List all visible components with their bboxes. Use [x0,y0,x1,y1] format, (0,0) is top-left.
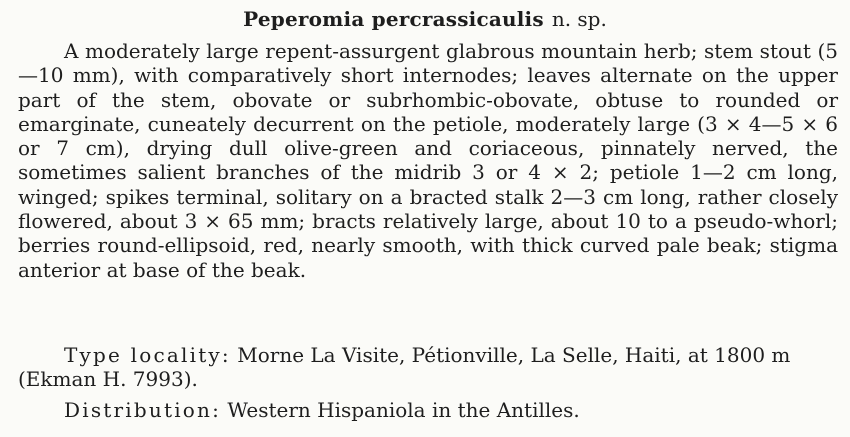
species-description: A moderately large repent-assurgent glabrous mountain herb; stem stout (5—10 mm), with comparatively short internodes; leaves alternate on the upper part of the stem, obovate or subrhombic-obovate, obtuse to rounded or emarginate, cuneately decurrent on the petiole, moderately large (3 × 4—5 × 6 or 7 cm), drying dull olive-green and coriaceous, pinnately nerved, the sometimes salient branches of the midrib 3 or 4 × 2; petiole 1—2 cm long, winged; spikes terminal, solitary on a bracted stalk 2—3 cm long, rather closely flowered, about 3 × 65 mm; bracts relatively large, about 10 to a pseudo-whorl; berries round-ellipsoid, red, nearly smooth, with thick curved pale beak; stigma anterior at base of the beak. [18,39,838,282]
new-species-marker: n. sp. [551,7,607,31]
distribution-label: Distribution: [64,398,222,422]
distribution-text: Western Hispaniola in the Antilles. [221,398,580,422]
species-name: Peperomia percrassicaulis [243,7,544,31]
type-locality-label: Type locality: [64,343,231,367]
species-heading [0,7,850,31]
distribution-paragraph [18,398,838,422]
type-locality-text: Morne La Visite, Pétionville, La Selle, Haiti, at 1800 m (Ekman H. 7993). [18,343,791,392]
type-locality-paragraph [18,343,838,392]
